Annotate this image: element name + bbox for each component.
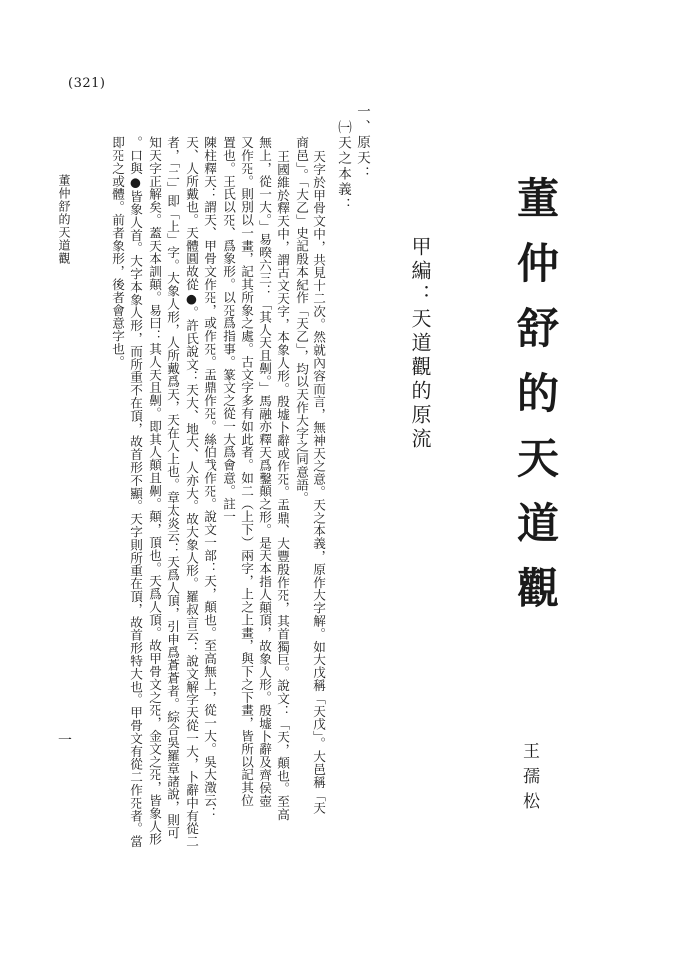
body-column-10: 知天字正解矣。蓋天本訓顛。易曰：其人天且劓。即其人顛且劓。顛，頂也。天爲人頂。故甲骨文之𠀘，金文之𠀘，皆象人形: [147, 136, 162, 846]
body-column-11: 。口與●皆象人首。大字本象人形，而所重不在頂，故首形不顯。天字則所重在頂，故首形特大也。甲骨文有從二作𠀘者。當: [128, 136, 143, 848]
subsection-heading: ㈠天之本義：: [335, 120, 351, 213]
section-heading: 一、原天：: [354, 104, 370, 182]
part-subtitle: 甲編：天道觀的原流: [408, 236, 432, 452]
body-column-3: 王國維於釋天中，謂古文天字，本象人形。殷墟卜辭或作𠀘。盂鼎、大豐殷作𠀘，其首獨巨。說文：「天，顛也。至高: [275, 150, 290, 821]
article-title: 董仲舒的天道觀: [511, 176, 560, 631]
running-header: 董仲舒的天道觀: [57, 174, 71, 265]
body-column-6: 置也。王氏以𠀘、爲象形。以𠀘爲指事。篆文之從一大爲會意。註一: [221, 136, 236, 523]
body-column-7: 陳柱釋天：謂天、甲骨文作𠀘，或作𠀘。盂鼎作𠀘。絲伯𢦏作𠀘。說文一部：天，顛也。至高無上，從一大。吳大澂云：: [202, 136, 217, 820]
body-column-9: 者，「二」即「上」字。大象人形，人所戴爲天，天在人上也。章太炎云：天爲人頂，引申爲蒼蒼者。綜合吳羅章諸說，則可: [165, 136, 180, 840]
page-number: (321): [68, 76, 106, 91]
body-column-5: 又作𠀘。則別以一畫，記其所象之處。古文字多有如此者。如二（上下）兩字，上之上畫，與下之下畫，皆所以記其位: [239, 136, 254, 807]
body-column-4: 無上，從一大。」易暌六三：「其人天且劓。」馬融亦釋天爲鑿顛之形。是天本指人顛頂，故象人形。殷墟卜辭及齊侯壺: [257, 136, 272, 808]
body-column-1: 天字於甲骨文中，共見十二次。然就內容而言，無神天之意。天之本義，原作大字解。如大戊稱「天戊」。大邑稱「天: [311, 150, 326, 815]
body-column-2: 商邑」。「大乙」史記殷本紀作「天乙」，均以天作大字之同意語。: [294, 136, 309, 505]
folio: 一: [58, 733, 72, 749]
author-name: 王孺松: [519, 742, 539, 817]
body-column-8: 天、人所戴也。天體圓故從●。許氏說文：天大、地大、人亦大。故大象人形。羅叔言云：說文解字天從一大，卜辭中有從二: [184, 136, 199, 848]
body-column-12: 即𠀘之或體。前者象形，後者會意字也。: [110, 136, 125, 369]
